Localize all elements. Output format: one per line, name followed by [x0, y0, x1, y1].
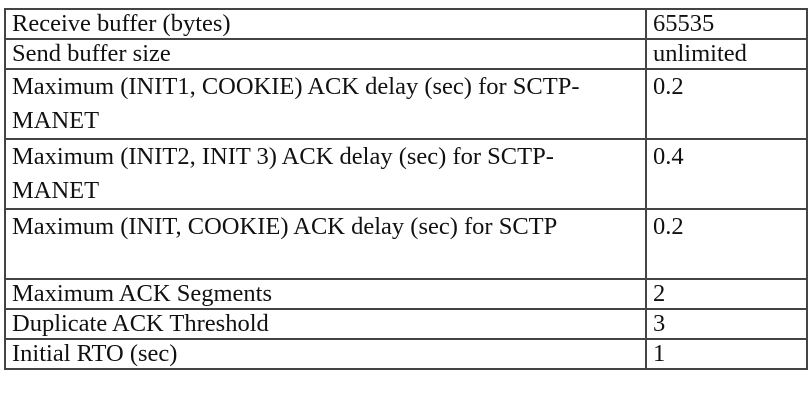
parameter-cell: Receive buffer (bytes) [5, 9, 646, 39]
parameter-cell: Maximum (INIT, COOKIE) ACK delay (sec) for SCTP [5, 209, 646, 279]
table-row [5, 279, 807, 309]
table-row [5, 339, 807, 369]
table-row [5, 9, 807, 39]
value-cell: 1 [646, 339, 807, 369]
parameter-cell: Maximum (INIT1, COOKIE) ACK delay (sec) for SCTP-MANET [5, 69, 646, 139]
value-cell: 0.2 [646, 209, 807, 279]
value-cell: 3 [646, 309, 807, 339]
table-row [5, 39, 807, 69]
parameter-cell: Initial RTO (sec) [5, 339, 646, 369]
parameter-cell: Duplicate ACK Threshold [5, 309, 646, 339]
parameter-cell: Maximum ACK Segments [5, 279, 646, 309]
parameter-cell: Maximum (INIT2, INIT 3) ACK delay (sec) for SCTP-MANET [5, 139, 646, 209]
value-cell: 2 [646, 279, 807, 309]
table-row [5, 309, 807, 339]
table-row [5, 139, 807, 209]
value-cell: 65535 [646, 9, 807, 39]
table-row [5, 209, 807, 279]
parameter-cell: Send buffer size [5, 39, 646, 69]
value-cell: unlimited [646, 39, 807, 69]
value-cell: 0.4 [646, 139, 807, 209]
value-cell: 0.2 [646, 69, 807, 139]
parameters-table [4, 8, 808, 370]
table-row [5, 69, 807, 139]
